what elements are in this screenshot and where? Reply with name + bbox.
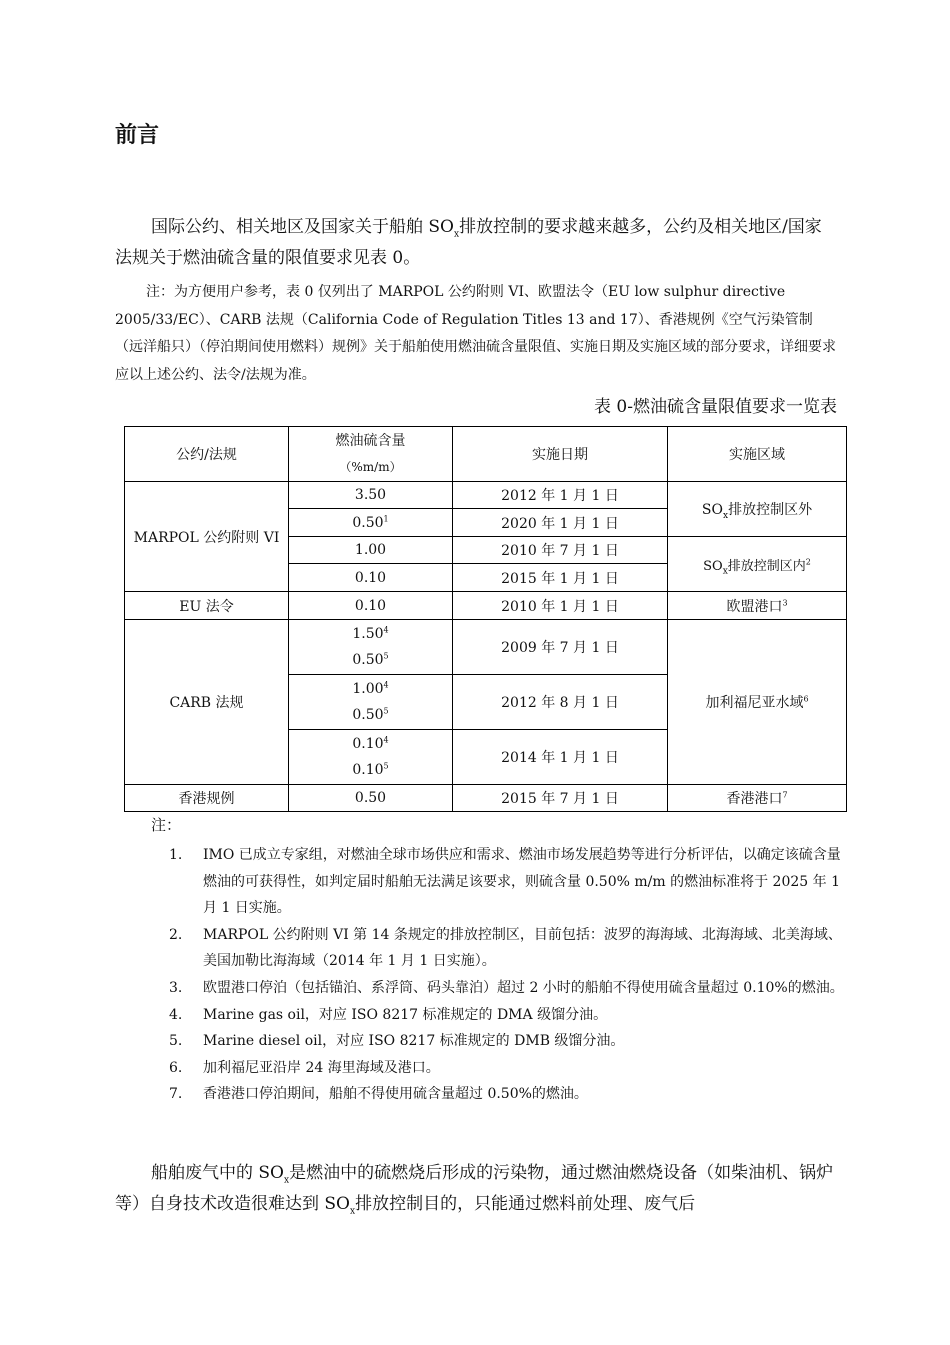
closing-so2-sub: x (350, 1206, 356, 1217)
eu-value: 0.10 (289, 592, 453, 620)
marpol-date-3: 2010 年 7 月 1 日 (453, 537, 668, 564)
list-item: 4. Marine gas oil，对应 ISO 8217 标准规定的 DMA 级馏分油。 (169, 1006, 608, 1023)
list-item: 6. 加利福尼亚沿岸 24 海里海域及港口。 (169, 1059, 440, 1076)
hk-value: 0.50 (289, 785, 453, 812)
table-row (125, 620, 847, 675)
carb-name: CARB 法规 (125, 620, 289, 785)
marpol-value-4: 0.10 (289, 564, 453, 592)
header-convention: 公约/法规 (125, 427, 289, 482)
marpol-value-1: 3.50 (289, 482, 453, 509)
list-item: 1. IMO 已成立专家组，对燃油全球市场供应和需求、燃油市场发展趋势等进行分析评估，以确定该硫含量燃油的可获得性，如判定届时船舶无法满足该要求，则硫含量 0.50% m/m 的燃油标准将于 2025 年 1 月 1 日实施。 (169, 847, 841, 917)
sulphur-limit-table (124, 426, 847, 812)
header-area: 实施区域 (668, 427, 847, 482)
intro-paragraph (115, 212, 837, 274)
list-item: 7. 香港港口停泊期间，船舶不得使用硫含量超过 0.50%的燃油。 (169, 1086, 588, 1103)
eu-date: 2010 年 1 月 1 日 (453, 592, 668, 620)
closing-text-b: 是燃油中的硫燃烧后形成的污染物，通过燃油燃烧设备（如柴油机、锅炉等）自身技术改造很难达到 SO (115, 1163, 834, 1214)
table-caption: 表 0-燃油硫含量限值要求一览表 (594, 397, 837, 417)
intro-text-a: 国际公约、相关地区及国家关于船舶 SO (151, 217, 454, 237)
table-header-row (125, 427, 847, 482)
hk-date: 2015 年 7 月 1 日 (453, 785, 668, 812)
remark-text: 注：为方便用户参考，表 0 仅列出了 MARPOL 公约附则 VI、欧盟法令（EU low sulphur directive 2005/33/EC）、CARB 法规（California Code of Regulation Titles 13 and 17）、香港规例《空气污染管制（远洋船只）（停泊期间使用燃料）规例》关于船舶使用燃油硫含量限值、实施日期及实施区域的部分要求，详细要求应以上述公约、法令/法规为准。 (115, 284, 836, 383)
closing-so1-sub: x (284, 1175, 290, 1186)
marpol-date-1: 2012 年 1 月 1 日 (453, 482, 668, 509)
marpol-name: MARPOL 公约附则 VI (125, 482, 289, 592)
table-row (125, 592, 847, 620)
table-row (125, 482, 847, 509)
table-row (125, 785, 847, 812)
marpol-date-2: 2020 年 1 月 1 日 (453, 509, 668, 537)
marpol-area-outside: $SO_x$排放控制区外 (668, 482, 847, 537)
carb-date-1: 2009 年 7 月 1 日 (453, 620, 668, 675)
carb-values-3: 0.10$^4$ 0.10$^5$ (289, 730, 453, 785)
intro-text-b: 排放控制的要求越来越多，公约及相关地区/国家法规关于燃油硫含量的限值要求见表 0。 (115, 217, 822, 268)
marpol-value-2: 0.50$^1$ (289, 509, 453, 537)
eu-area: 欧盟港口$^3$ (668, 592, 847, 620)
header-sulphur (289, 427, 453, 482)
closing-paragraph (115, 1158, 837, 1220)
carb-area: 加利福尼亚水域$^6$ (668, 620, 847, 785)
carb-values-1: 1.50$^4$ 0.50$^5$ (289, 620, 453, 675)
carb-date-2: 2012 年 8 月 1 日 (453, 675, 668, 730)
list-item: 2. MARPOL 公约附则 VI 第 14 条规定的排放控制区，目前包括：波罗的海海域、北海海域、北美海域、美国加勒比海海域（2014 年 1 月 1 日实施）。 (169, 926, 842, 970)
header-sulphur-line1: 燃油硫含量 (335, 433, 406, 449)
list-item: 5. Marine diesel oil，对应 ISO 8217 标准规定的 DMB 级馏分油。 (169, 1033, 625, 1050)
remark-paragraph (115, 279, 837, 389)
list-item: 3. 欧盟港口停泊（包括锚泊、系浮筒、码头靠泊）超过 2 小时的船舶不得使用硫含量超过 0.10%的燃油。 (169, 979, 844, 996)
carb-values-2: 1.00$^4$ 0.50$^5$ (289, 675, 453, 730)
notes-label: 注： (151, 816, 182, 834)
hk-area: 香港港口$^7$ (668, 785, 847, 812)
marpol-value-3: 1.00 (289, 537, 453, 564)
marpol-date-4: 2015 年 1 月 1 日 (453, 564, 668, 592)
closing-text-a: 船舶废气中的 SO (151, 1163, 284, 1183)
closing-text-c: 排放控制目的，只能通过燃料前处理、废气后 (355, 1194, 696, 1214)
hk-name: 香港规例 (125, 785, 289, 812)
page-title: 前言 (115, 122, 160, 148)
marpol-area-inside: $SO_x$排放控制区内$^2$ (668, 537, 847, 592)
header-sulphur-line2: （%m/m） (339, 460, 402, 474)
carb-date-3: 2014 年 1 月 1 日 (453, 730, 668, 785)
eu-name: EU 法令 (125, 592, 289, 620)
intro-so-sub: x (454, 229, 460, 240)
notes-list (165, 842, 845, 1108)
header-date: 实施日期 (453, 427, 668, 482)
